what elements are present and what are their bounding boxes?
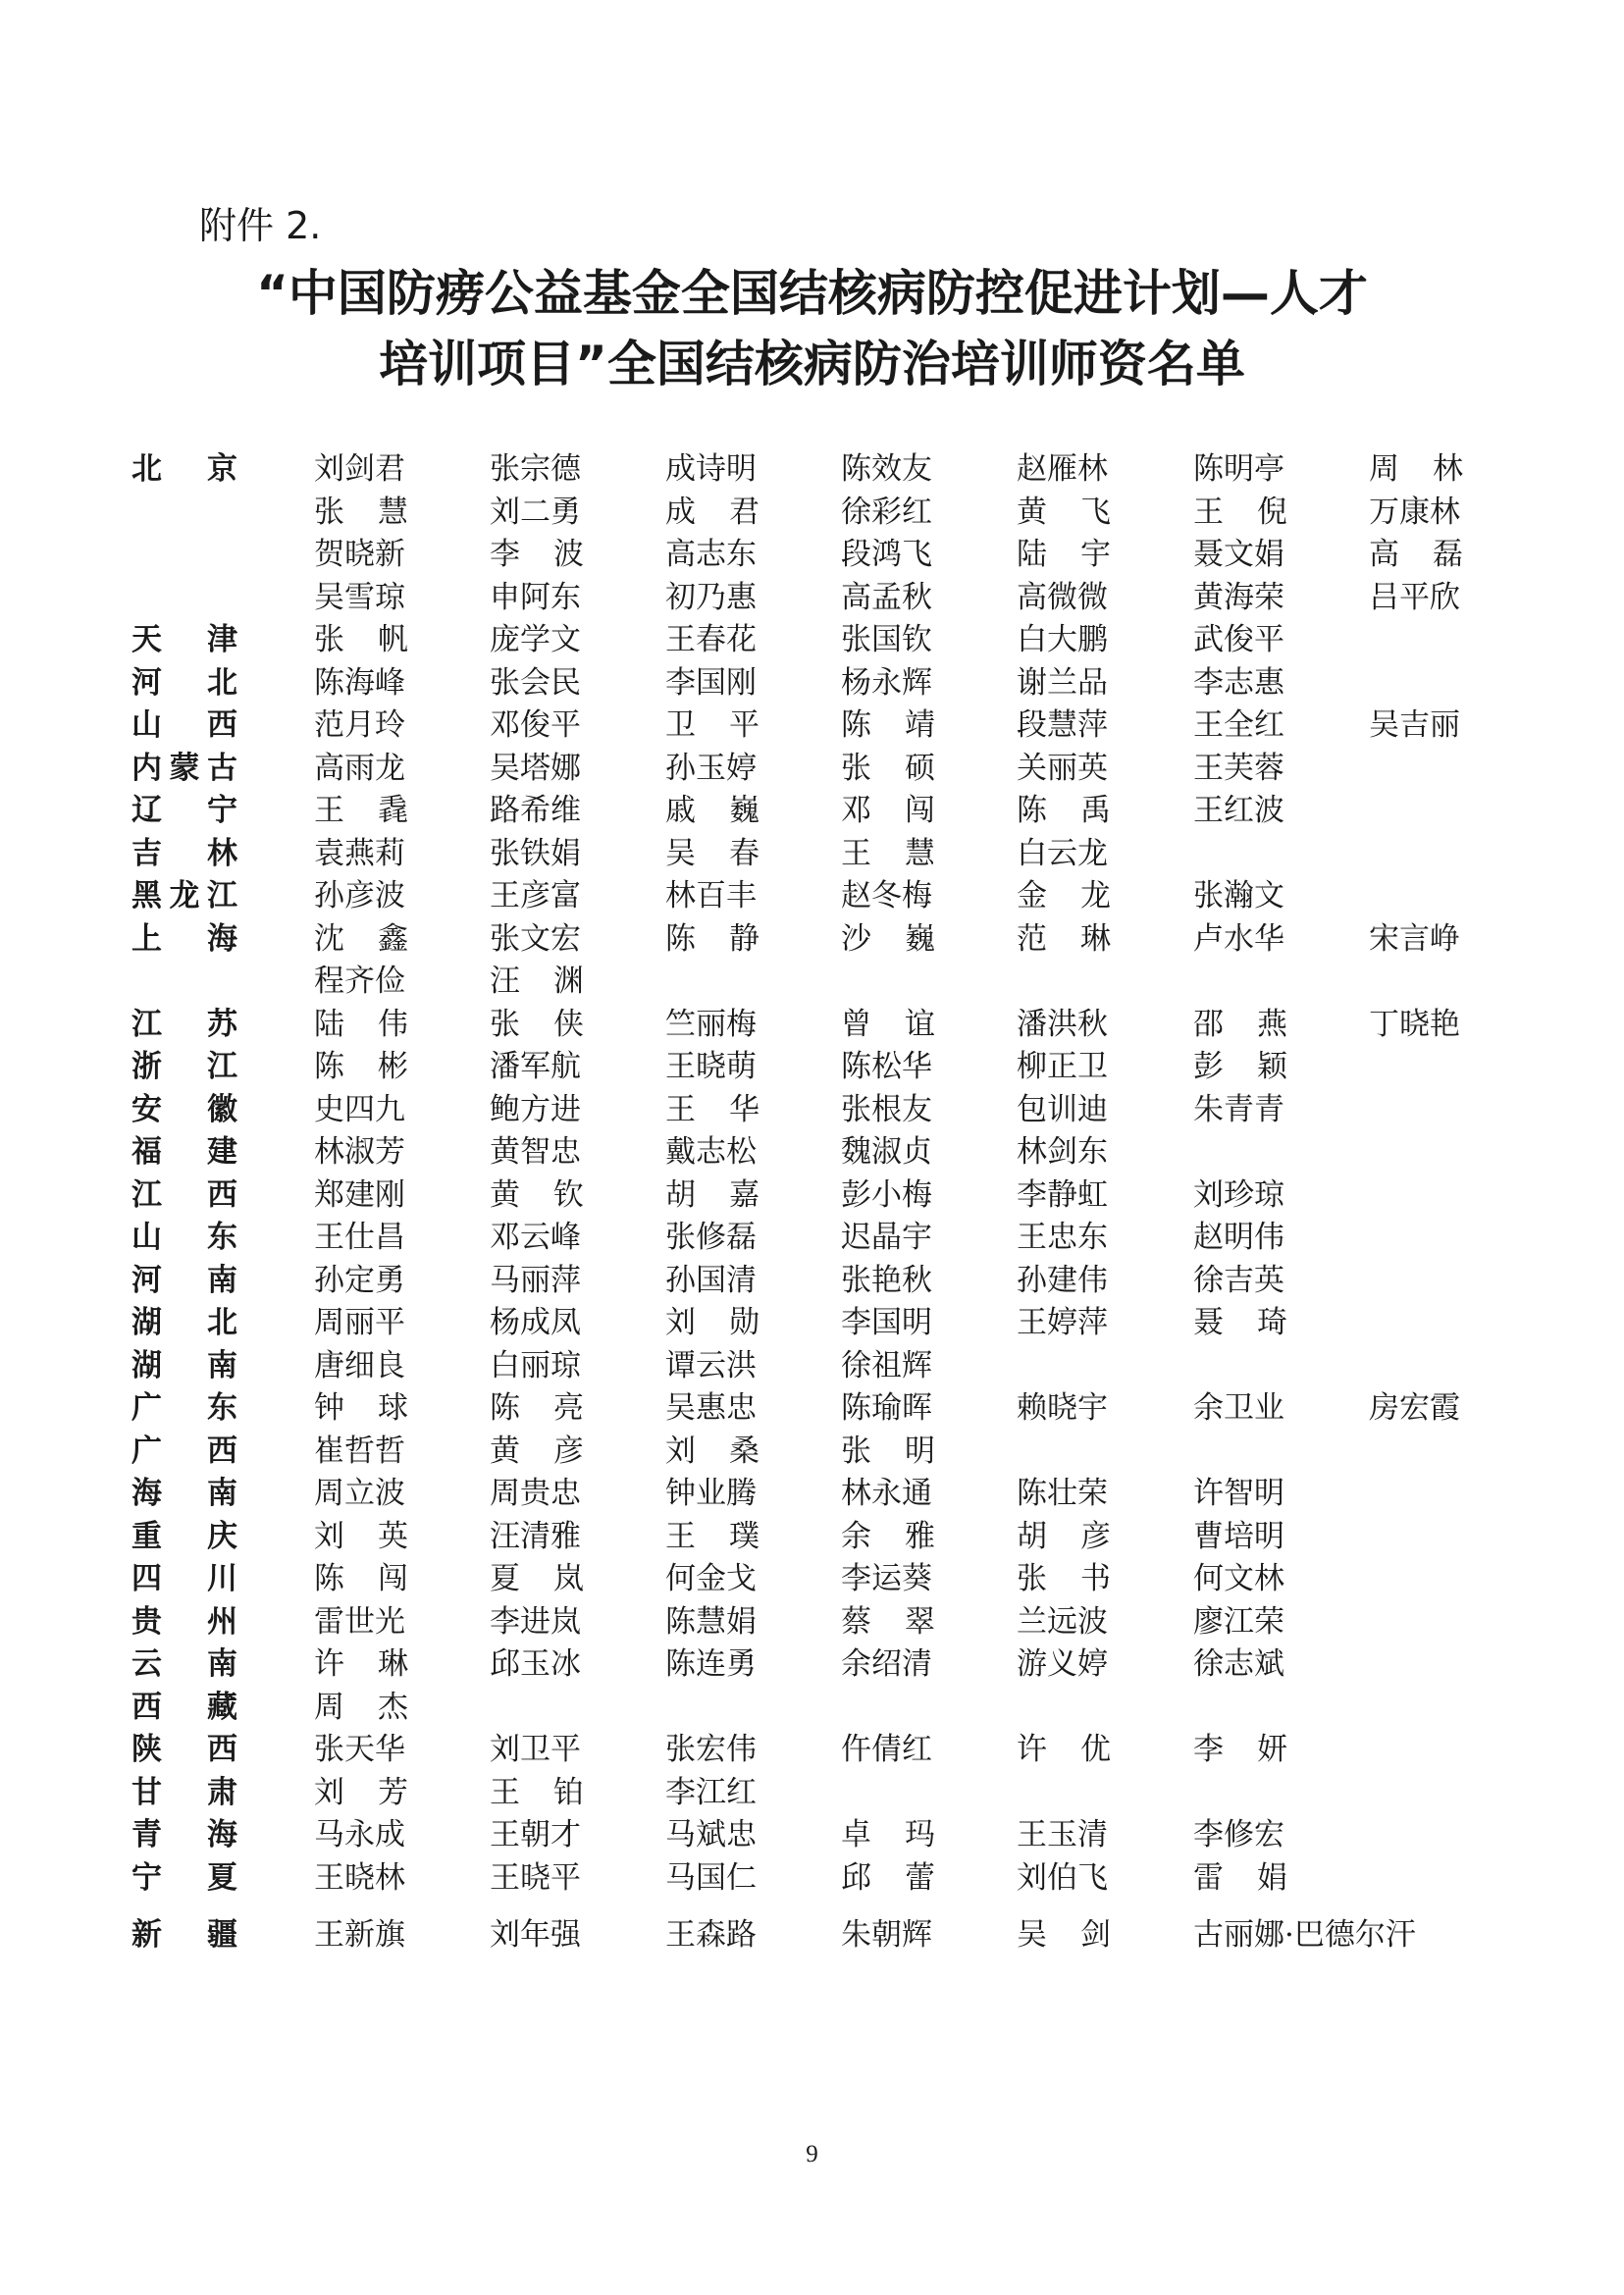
trainer-name: 陈瑜晖 bbox=[841, 1390, 932, 1426]
trainer-name: 吴 春 bbox=[665, 835, 760, 871]
trainer-name: 何文林 bbox=[1193, 1561, 1284, 1596]
trainer-name: 钟 球 bbox=[314, 1390, 408, 1426]
roster-row bbox=[0, 747, 1624, 790]
roster-row bbox=[0, 533, 1624, 576]
trainer-name: 李 波 bbox=[490, 537, 584, 572]
trainer-name: 袁燕莉 bbox=[314, 835, 405, 871]
trainer-name: 马永成 bbox=[314, 1817, 405, 1852]
province-label: 贵 州 bbox=[131, 1603, 237, 1640]
trainer-name: 高微微 bbox=[1017, 579, 1108, 615]
trainer-name: 游义婷 bbox=[1017, 1646, 1108, 1682]
province-label: 山 东 bbox=[131, 1220, 237, 1255]
trainer-name: 吴惠忠 bbox=[665, 1390, 757, 1426]
trainer-name: 王 璞 bbox=[665, 1518, 760, 1554]
trainer-name: 刘伯飞 bbox=[1017, 1859, 1108, 1896]
trainer-name: 包训迪 bbox=[1017, 1091, 1108, 1127]
trainer-name: 朱青青 bbox=[1193, 1091, 1284, 1127]
province-label: 河 南 bbox=[131, 1262, 237, 1298]
trainer-name: 陈连勇 bbox=[665, 1646, 757, 1682]
province-label: 北 京 bbox=[131, 451, 237, 487]
trainer-name: 陈松华 bbox=[841, 1049, 932, 1084]
trainer-name: 王 毳 bbox=[314, 793, 408, 828]
trainer-name: 李国明 bbox=[841, 1305, 932, 1340]
trainer-name: 刘年强 bbox=[490, 1917, 581, 1953]
roster-row bbox=[0, 1643, 1624, 1686]
trainer-name: 沈 鑫 bbox=[314, 920, 408, 957]
roster-row bbox=[0, 1913, 1624, 1956]
roster-row bbox=[0, 704, 1624, 747]
trainer-name: 余卫业 bbox=[1193, 1390, 1284, 1426]
trainer-name: 李 妍 bbox=[1193, 1732, 1287, 1767]
trainer-name: 王忠东 bbox=[1017, 1220, 1108, 1255]
province-label: 青 海 bbox=[131, 1817, 237, 1852]
trainer-name: 初乃惠 bbox=[665, 579, 757, 615]
province-label: 湖 南 bbox=[131, 1347, 237, 1383]
trainer-name: 余 雅 bbox=[841, 1518, 935, 1554]
trainer-name: 王芙蓉 bbox=[1193, 750, 1284, 786]
trainer-name: 林永通 bbox=[841, 1476, 932, 1511]
roster-row bbox=[0, 1771, 1624, 1814]
trainer-name: 张 帆 bbox=[314, 622, 408, 657]
roster-row bbox=[0, 1130, 1624, 1174]
roster-row bbox=[0, 1216, 1624, 1259]
province-label: 山 西 bbox=[131, 707, 237, 743]
trainer-name: 吴 剑 bbox=[1017, 1917, 1111, 1953]
province-label: 海 南 bbox=[131, 1476, 237, 1511]
trainer-name: 黄智忠 bbox=[490, 1134, 581, 1170]
trainer-name: 戚 巍 bbox=[665, 793, 760, 828]
roster-row bbox=[0, 1515, 1624, 1558]
trainer-name: 古丽娜·巴德尔汗 bbox=[1193, 1917, 1416, 1953]
trainer-name: 马丽萍 bbox=[490, 1262, 581, 1298]
trainer-name: 黄海荣 bbox=[1193, 579, 1284, 615]
province-label: 辽 宁 bbox=[131, 793, 237, 828]
trainer-name: 吴塔娜 bbox=[490, 750, 581, 786]
roster-row bbox=[0, 1472, 1624, 1515]
trainer-name: 刘剑君 bbox=[314, 451, 405, 487]
trainer-name: 武俊平 bbox=[1193, 622, 1284, 657]
trainer-name: 孙定勇 bbox=[314, 1262, 405, 1298]
trainer-name: 马国仁 bbox=[665, 1859, 757, 1896]
trainer-name: 谭云洪 bbox=[665, 1347, 757, 1383]
trainer-name: 郑建刚 bbox=[314, 1176, 405, 1213]
trainer-name: 张根友 bbox=[841, 1091, 932, 1127]
trainer-name: 白大鹏 bbox=[1017, 622, 1108, 657]
trainer-name: 邓云峰 bbox=[490, 1220, 581, 1255]
trainer-name: 张宗德 bbox=[490, 451, 581, 487]
trainer-name: 蔡 翠 bbox=[841, 1603, 935, 1640]
province-label: 新 疆 bbox=[131, 1917, 237, 1953]
province-label: 陕 西 bbox=[131, 1732, 237, 1767]
trainer-name: 史四九 bbox=[314, 1091, 405, 1127]
province-label: 江 西 bbox=[131, 1176, 237, 1213]
trainer-name: 赵冬梅 bbox=[841, 878, 932, 913]
roster-row bbox=[0, 491, 1624, 534]
roster-row bbox=[0, 1856, 1624, 1900]
trainer-name: 李静虹 bbox=[1017, 1176, 1108, 1213]
trainer-name: 彭小梅 bbox=[841, 1176, 932, 1213]
trainer-name: 唐细良 bbox=[314, 1347, 405, 1383]
trainer-name: 陈 禹 bbox=[1017, 793, 1111, 828]
trainer-name: 卓 玛 bbox=[841, 1817, 935, 1852]
trainer-name: 朱朝辉 bbox=[841, 1917, 932, 1953]
trainer-name: 汪 渊 bbox=[490, 964, 584, 999]
roster-row bbox=[0, 1430, 1624, 1473]
trainer-name: 万康林 bbox=[1369, 494, 1460, 530]
trainer-name: 周丽平 bbox=[314, 1305, 405, 1340]
province-label: 四 川 bbox=[131, 1561, 237, 1596]
trainer-name: 王春花 bbox=[665, 622, 757, 657]
trainer-name: 陈壮荣 bbox=[1017, 1476, 1108, 1511]
trainer-name: 孙建伟 bbox=[1017, 1262, 1108, 1298]
roster-row bbox=[0, 1600, 1624, 1643]
page-number: 9 bbox=[806, 2141, 818, 2167]
trainer-name: 赵明伟 bbox=[1193, 1220, 1284, 1255]
trainer-name: 雷 娟 bbox=[1193, 1859, 1287, 1896]
province-label: 广 西 bbox=[131, 1433, 237, 1469]
roster-row bbox=[0, 661, 1624, 704]
trainer-name: 兰远波 bbox=[1017, 1603, 1108, 1640]
trainer-name: 刘 勋 bbox=[665, 1305, 760, 1340]
trainer-name: 段慧萍 bbox=[1017, 707, 1108, 743]
trainer-name: 高孟秋 bbox=[841, 579, 932, 615]
trainer-name: 刘 芳 bbox=[314, 1774, 408, 1810]
trainer-name: 邱玉冰 bbox=[490, 1646, 581, 1682]
trainer-name: 刘二勇 bbox=[490, 494, 581, 530]
trainer-name: 王玉清 bbox=[1017, 1817, 1108, 1852]
roster-row bbox=[0, 1344, 1624, 1387]
trainer-name: 张 明 bbox=[841, 1433, 935, 1469]
trainer-name: 曹培明 bbox=[1193, 1518, 1284, 1554]
trainer-name: 房宏霞 bbox=[1369, 1390, 1460, 1426]
trainer-name: 仵倩红 bbox=[841, 1732, 932, 1767]
roster-row bbox=[0, 1259, 1624, 1302]
trainer-name: 卢水华 bbox=[1193, 920, 1284, 957]
trainer-name: 张国钦 bbox=[841, 622, 932, 657]
trainer-name: 夏 岚 bbox=[490, 1561, 584, 1596]
roster-row bbox=[0, 1088, 1624, 1131]
roster-row bbox=[0, 618, 1624, 661]
trainer-name: 徐吉英 bbox=[1193, 1262, 1284, 1298]
trainer-name: 宋言峥 bbox=[1369, 920, 1460, 957]
trainer-name: 张修磊 bbox=[665, 1220, 757, 1255]
trainer-name: 陈明亭 bbox=[1193, 451, 1284, 487]
roster-row bbox=[0, 917, 1624, 961]
trainer-name: 李江红 bbox=[665, 1774, 757, 1810]
roster-row bbox=[0, 832, 1624, 875]
trainer-name: 钟业腾 bbox=[665, 1476, 757, 1511]
trainer-name: 张 书 bbox=[1017, 1561, 1111, 1596]
trainer-name: 迟晶宇 bbox=[841, 1220, 932, 1255]
trainer-name: 贺晓新 bbox=[314, 537, 405, 572]
trainer-name: 吴吉丽 bbox=[1369, 707, 1460, 743]
trainer-name: 邓 闯 bbox=[841, 793, 935, 828]
trainer-name: 张会民 bbox=[490, 664, 581, 701]
trainer-name: 雷世光 bbox=[314, 1603, 405, 1640]
trainer-name: 王新旗 bbox=[314, 1917, 405, 1953]
trainer-name: 李国刚 bbox=[665, 664, 757, 701]
roster-row bbox=[0, 1174, 1624, 1217]
province-label: 重 庆 bbox=[131, 1518, 237, 1554]
trainer-name: 黄 钦 bbox=[490, 1176, 584, 1213]
roster-row bbox=[0, 874, 1624, 917]
trainer-name: 刘 英 bbox=[314, 1518, 408, 1554]
roster-row bbox=[0, 1386, 1624, 1430]
trainer-name: 金 龙 bbox=[1017, 878, 1111, 913]
roster-row bbox=[0, 960, 1624, 1003]
province-label: 云 南 bbox=[131, 1646, 237, 1682]
trainer-name: 林剑东 bbox=[1017, 1134, 1108, 1170]
trainer-name: 沙 巍 bbox=[841, 920, 935, 957]
roster-row bbox=[0, 1003, 1624, 1046]
trainer-name: 王全红 bbox=[1193, 707, 1284, 743]
trainer-name: 周 杰 bbox=[314, 1689, 408, 1725]
trainer-name: 余绍清 bbox=[841, 1646, 932, 1682]
trainer-name: 周立波 bbox=[314, 1476, 405, 1511]
trainer-name: 丁晓艳 bbox=[1369, 1006, 1460, 1042]
trainer-name: 许智明 bbox=[1193, 1476, 1284, 1511]
roster-row bbox=[0, 1301, 1624, 1344]
document-title-line-2: 培训项目”全国结核病防治培训师资名单 bbox=[379, 336, 1245, 392]
province-label: 黑龙江 bbox=[131, 878, 237, 913]
trainer-name: 张文宏 bbox=[490, 920, 581, 957]
trainer-name: 黄 飞 bbox=[1017, 494, 1111, 530]
trainer-name: 高雨龙 bbox=[314, 750, 405, 786]
trainer-name: 王 倪 bbox=[1193, 494, 1287, 530]
trainer-name: 孙国清 bbox=[665, 1262, 757, 1298]
trainer-name: 路希维 bbox=[490, 793, 581, 828]
trainer-name: 范月玲 bbox=[314, 707, 405, 743]
trainer-name: 邓俊平 bbox=[490, 707, 581, 743]
trainer-name: 程齐俭 bbox=[314, 964, 405, 999]
trainer-name: 崔哲哲 bbox=[314, 1433, 405, 1469]
province-label: 河 北 bbox=[131, 664, 237, 701]
trainer-name: 戴志松 bbox=[665, 1134, 757, 1170]
trainer-name: 汪清雅 bbox=[490, 1518, 581, 1554]
trainer-name: 陈 静 bbox=[665, 920, 760, 957]
trainer-name: 陈 靖 bbox=[841, 707, 935, 743]
trainer-name: 王仕昌 bbox=[314, 1220, 405, 1255]
trainer-name: 何金戈 bbox=[665, 1561, 757, 1596]
trainer-name: 魏淑贞 bbox=[841, 1134, 932, 1170]
trainer-name: 白丽琼 bbox=[490, 1347, 581, 1383]
trainer-name: 李修宏 bbox=[1193, 1817, 1284, 1852]
roster-row bbox=[0, 1813, 1624, 1856]
trainer-name: 潘军航 bbox=[490, 1049, 581, 1084]
trainer-name: 彭 颖 bbox=[1193, 1049, 1287, 1084]
trainer-name: 王 铂 bbox=[490, 1774, 584, 1810]
trainer-name: 邵 燕 bbox=[1193, 1006, 1287, 1042]
trainer-name: 卫 平 bbox=[665, 707, 760, 743]
roster-row bbox=[0, 1045, 1624, 1088]
trainer-name: 孙玉婷 bbox=[665, 750, 757, 786]
trainer-name: 李志惠 bbox=[1193, 664, 1284, 701]
roster-row bbox=[0, 447, 1624, 491]
attachment-label: 附件 2. bbox=[199, 204, 322, 247]
province-label: 天 津 bbox=[131, 622, 237, 657]
roster-row bbox=[0, 1686, 1624, 1729]
trainer-name: 杨永辉 bbox=[841, 664, 932, 701]
trainer-name: 陈效友 bbox=[841, 451, 932, 487]
trainer-name: 刘珍琼 bbox=[1193, 1176, 1284, 1213]
trainer-name: 曾 谊 bbox=[841, 1006, 935, 1042]
trainer-name: 张铁娟 bbox=[490, 835, 581, 871]
trainer-name: 胡 彦 bbox=[1017, 1518, 1111, 1554]
province-label: 广 东 bbox=[131, 1390, 237, 1426]
trainer-name: 张 硕 bbox=[841, 750, 935, 786]
trainer-name: 谢兰品 bbox=[1017, 664, 1108, 701]
trainer-name: 张宏伟 bbox=[665, 1732, 757, 1767]
trainer-name: 廖江荣 bbox=[1193, 1603, 1284, 1640]
province-label: 吉 林 bbox=[131, 835, 237, 871]
trainer-name: 王 慧 bbox=[841, 835, 935, 871]
trainer-name: 王朝才 bbox=[490, 1817, 581, 1852]
trainer-name: 赵雁林 bbox=[1017, 451, 1108, 487]
roster-row bbox=[0, 576, 1624, 619]
province-label: 浙 江 bbox=[131, 1049, 237, 1084]
roster-row bbox=[0, 1557, 1624, 1600]
trainer-name: 胡 嘉 bbox=[665, 1176, 760, 1213]
province-label: 福 建 bbox=[131, 1134, 237, 1170]
trainer-name: 黄 彦 bbox=[490, 1433, 584, 1469]
trainer-name: 王红波 bbox=[1193, 793, 1284, 828]
trainer-name: 高 磊 bbox=[1369, 537, 1463, 572]
province-label: 上 海 bbox=[131, 920, 237, 957]
trainer-name: 陈 闯 bbox=[314, 1561, 408, 1596]
trainer-name: 王晓林 bbox=[314, 1859, 405, 1896]
roster-row bbox=[0, 1728, 1624, 1771]
trainer-name: 王彦富 bbox=[490, 878, 581, 913]
trainer-name: 刘 桑 bbox=[665, 1433, 760, 1469]
trainer-name: 邱 蕾 bbox=[841, 1859, 935, 1896]
trainer-name: 李进岚 bbox=[490, 1603, 581, 1640]
trainer-name: 张瀚文 bbox=[1193, 878, 1284, 913]
trainer-name: 潘洪秋 bbox=[1017, 1006, 1108, 1042]
trainer-name: 聂 琦 bbox=[1193, 1305, 1287, 1340]
trainer-name: 成诗明 bbox=[665, 451, 757, 487]
trainer-name: 张 侠 bbox=[490, 1006, 584, 1042]
trainer-name: 张艳秋 bbox=[841, 1262, 932, 1298]
trainer-name: 申阿东 bbox=[490, 579, 581, 615]
trainer-name: 白云龙 bbox=[1017, 835, 1108, 871]
trainer-name: 竺丽梅 bbox=[665, 1006, 757, 1042]
trainer-name: 林淑芳 bbox=[314, 1134, 405, 1170]
roster-row bbox=[0, 789, 1624, 832]
trainer-name: 聂文娟 bbox=[1193, 537, 1284, 572]
trainer-name: 徐志斌 bbox=[1193, 1646, 1284, 1682]
trainer-name: 陆 伟 bbox=[314, 1006, 408, 1042]
trainer-name: 庞学文 bbox=[490, 622, 581, 657]
trainer-name: 周贵忠 bbox=[490, 1476, 581, 1511]
trainer-name: 柳正卫 bbox=[1017, 1049, 1108, 1084]
trainer-name: 张 慧 bbox=[314, 494, 408, 530]
trainer-name: 陈 亮 bbox=[490, 1390, 584, 1426]
trainer-name: 王晓平 bbox=[490, 1859, 581, 1896]
trainer-name: 赖晓宇 bbox=[1017, 1390, 1108, 1426]
trainer-name: 林百丰 bbox=[665, 878, 757, 913]
trainer-name: 范 琳 bbox=[1017, 920, 1111, 957]
province-label: 江 苏 bbox=[131, 1006, 237, 1042]
province-label: 西 藏 bbox=[131, 1689, 237, 1725]
trainer-name: 陆 宇 bbox=[1017, 537, 1111, 572]
trainer-name: 王婷萍 bbox=[1017, 1305, 1108, 1340]
trainer-name: 周 林 bbox=[1369, 451, 1463, 487]
trainer-name: 刘卫平 bbox=[490, 1732, 581, 1767]
trainer-name: 王 华 bbox=[665, 1091, 760, 1127]
trainer-name: 王森路 bbox=[665, 1917, 757, 1953]
province-label: 宁 夏 bbox=[131, 1859, 237, 1896]
trainer-name: 段鸿飞 bbox=[841, 537, 932, 572]
trainer-name: 陈 彬 bbox=[314, 1049, 408, 1084]
document-title-line-1: “中国防痨公益基金全国结核病防控促进计划—人才 bbox=[256, 265, 1368, 322]
province-label: 甘 肃 bbox=[131, 1774, 237, 1810]
trainer-name: 孙彦波 bbox=[314, 878, 405, 913]
trainer-name: 李运葵 bbox=[841, 1561, 932, 1596]
trainer-name: 鲍方进 bbox=[490, 1091, 581, 1127]
trainer-name: 吕平欣 bbox=[1369, 579, 1460, 615]
trainer-name: 吴雪琼 bbox=[314, 579, 405, 615]
province-label: 安 徽 bbox=[131, 1091, 237, 1127]
province-label: 湖 北 bbox=[131, 1305, 237, 1340]
trainer-name: 关丽英 bbox=[1017, 750, 1108, 786]
trainer-name: 许 优 bbox=[1017, 1732, 1111, 1767]
trainer-name: 许 琳 bbox=[314, 1646, 408, 1682]
trainer-name: 高志东 bbox=[665, 537, 757, 572]
province-label: 内蒙古 bbox=[131, 750, 237, 786]
trainer-name: 王晓萌 bbox=[665, 1049, 757, 1084]
trainer-name: 徐祖辉 bbox=[841, 1347, 932, 1383]
trainer-name: 徐彩红 bbox=[841, 494, 932, 530]
trainer-name: 陈海峰 bbox=[314, 664, 405, 701]
trainer-name: 马斌忠 bbox=[665, 1817, 757, 1852]
trainer-name: 成 君 bbox=[665, 494, 760, 530]
trainer-name: 陈慧娟 bbox=[665, 1603, 757, 1640]
trainer-name: 张天华 bbox=[314, 1732, 405, 1767]
trainer-name: 杨成凤 bbox=[490, 1305, 581, 1340]
